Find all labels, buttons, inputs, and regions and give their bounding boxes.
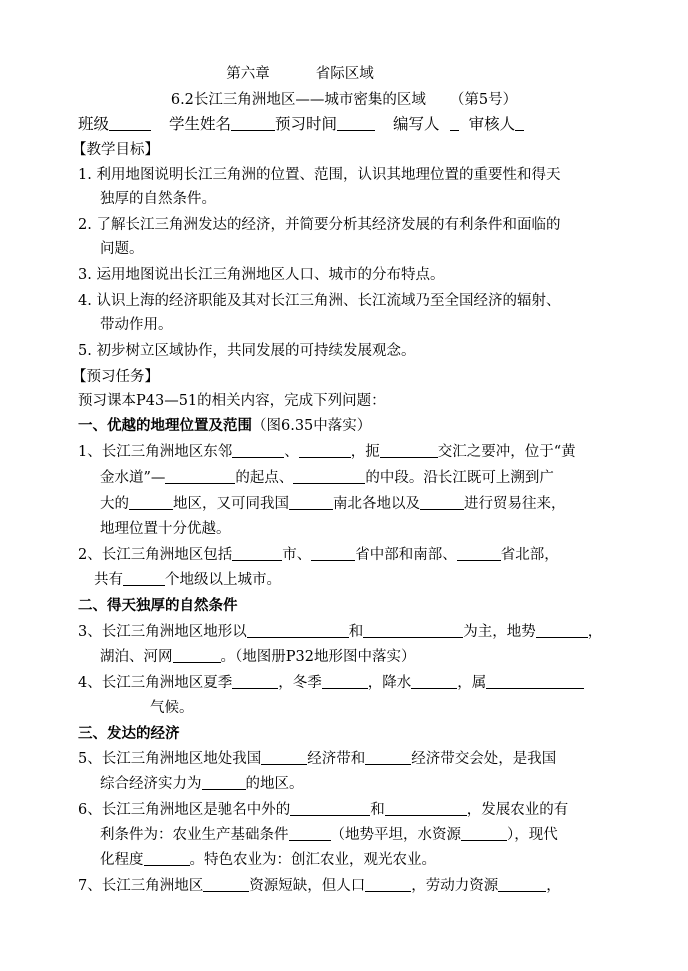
q1-text: 的起点、: [235, 470, 294, 486]
question-6-line-2: [100, 825, 558, 845]
objective-item: 1. 利用地图说明长江三角洲的位置、范围，认识其地理位置的重要性和得天: [78, 167, 561, 183]
q4-text: ，降水: [367, 675, 412, 691]
q2-text: 市、: [282, 547, 312, 563]
section-1-title: [78, 416, 371, 436]
q6-text: 利条件为：农业生产基础条件: [100, 827, 289, 843]
objective-item: 带动作用。: [100, 317, 173, 333]
q3-blank-3[interactable]: [536, 622, 588, 638]
tasks-intro: 预习课本P43—51的相关内容，完成下列问题：: [78, 393, 386, 409]
q1-text: 交汇之要冲，位于“黄: [437, 444, 576, 460]
question-4-line-1: [78, 673, 584, 693]
q6-text: 和: [370, 802, 385, 818]
lesson-subtitle: 6.2长江三角洲地区——城市密集的区域: [170, 92, 426, 108]
objective-item: 问题。: [100, 241, 144, 257]
question-6-line-1: [78, 800, 568, 820]
q5-blank-3[interactable]: [202, 774, 246, 790]
writer-label: 编写人: [393, 115, 440, 133]
question-2-line-2: [94, 570, 281, 590]
question-3-line-1: [78, 622, 602, 642]
region-label: 省际区域: [315, 66, 374, 82]
preview-time-field[interactable]: [337, 115, 375, 131]
q5-text: 5、长江三角洲地区地处我国: [78, 751, 262, 767]
q6-blank-5[interactable]: [144, 850, 190, 866]
q7-blank-3[interactable]: [498, 876, 546, 892]
section-2-title: 二、得天独厚的自然条件: [78, 597, 238, 614]
q1-blank-3[interactable]: [380, 442, 438, 458]
question-1-line-2: [100, 468, 554, 488]
q1-text: 进行贸易往来，: [464, 496, 566, 512]
preview-time-label: 预习时间: [275, 115, 338, 133]
question-1-line-3: [100, 494, 566, 514]
q2-text: 共有: [94, 572, 123, 588]
q6-text: （地势平坦，水资源: [330, 827, 461, 843]
q5-text: 综合经济实力为: [100, 776, 202, 792]
q3-text: 3、长江三角洲地区地形以: [78, 624, 247, 640]
q1-text: 1、长江三角洲地区东邻: [78, 444, 233, 460]
q6-text: 。特色农业为：创汇农业，观光农业。: [189, 852, 436, 868]
question-4-line-2: 气候。: [150, 700, 194, 716]
q1-text: 、: [284, 444, 299, 460]
q2-blank-3[interactable]: [457, 545, 501, 561]
q6-text: ），现代: [507, 827, 558, 843]
q2-text: 2、长江三角洲地区包括: [78, 547, 233, 563]
q3-text: 。（地图册P32地形图中落实）: [220, 649, 416, 665]
q6-blank-1[interactable]: [290, 800, 370, 816]
question-6-line-3: [100, 850, 436, 870]
objective-item: 2. 了解长江三角洲发达的经济，并简要分析其经济发展的有利条件和面临的: [78, 217, 561, 233]
q6-text: ，发展农业的有: [466, 802, 569, 818]
section-1-note: （图6.35中落实）: [252, 418, 372, 434]
q3-blank-2[interactable]: [363, 622, 463, 638]
q7-text: 资源短缺，但人口: [249, 878, 366, 894]
q1-text: 的中段。沿长江既可上溯到广: [365, 470, 554, 486]
class-label: 班级: [78, 115, 110, 133]
q6-text: 化程度: [100, 852, 144, 868]
q1-blank-6[interactable]: [129, 494, 173, 510]
reviewer-field[interactable]: [515, 115, 524, 131]
q1-blank-4[interactable]: [165, 468, 235, 484]
q1-blank-5[interactable]: [293, 468, 365, 484]
question-1-line-1: [78, 442, 576, 462]
question-2-line-1: [78, 545, 559, 565]
objectives-heading: 【教学目标】: [72, 142, 159, 158]
question-3-line-2: [100, 647, 415, 667]
q2-text: 省北部，: [500, 547, 559, 563]
lesson-number: （第5号）: [449, 92, 518, 108]
q5-blank-1[interactable]: [261, 749, 307, 765]
objective-item: 5. 初步树立区域协作，共同发展的可持续发展观念。: [78, 343, 416, 359]
q4-blank-2[interactable]: [322, 673, 368, 689]
q5-text: 经济带交会处，是我国: [411, 751, 557, 767]
q3-blank-1[interactable]: [247, 622, 349, 638]
chapter-title: [0, 62, 600, 83]
question-7-line-1: [78, 876, 561, 896]
q1-text: 大的: [100, 496, 129, 512]
q4-text: ，属: [457, 675, 487, 691]
section-1-heading: 一、优越的地理位置及范围: [78, 417, 252, 434]
q5-text: 的地区。: [245, 776, 304, 792]
q1-text: 金水道”—: [100, 470, 166, 486]
student-name-label: 学生姓名: [169, 115, 232, 133]
q1-blank-2[interactable]: [299, 442, 351, 458]
q5-blank-2[interactable]: [365, 749, 411, 765]
q1-text: 地区，又可同我国: [173, 496, 289, 512]
objective-item: 3. 运用地图说出长江三角洲地区人口、城市的分布特点。: [78, 267, 445, 283]
question-1-line-4: 地理位置十分优越。: [100, 521, 231, 537]
writer-field[interactable]: [450, 115, 459, 131]
q4-blank-4[interactable]: [486, 673, 584, 689]
reviewer-label: 审核人: [468, 115, 516, 133]
q2-text: 个地级以上城市。: [165, 572, 281, 588]
q4-text: ，冬季: [278, 675, 322, 691]
chapter-label: 第六章: [226, 66, 270, 82]
q2-text: 省中部和南部、: [355, 547, 457, 563]
q6-blank-4[interactable]: [461, 825, 507, 841]
q3-blank-4[interactable]: [173, 647, 221, 663]
q1-blank-7[interactable]: [289, 494, 333, 510]
q3-text: ，: [587, 624, 603, 640]
q3-text: 为主，地势: [463, 624, 536, 640]
q2-blank-1[interactable]: [232, 545, 282, 561]
q2-blank-4[interactable]: [123, 570, 165, 586]
q7-blank-2[interactable]: [365, 876, 411, 892]
question-5-line-1: [78, 749, 556, 769]
tasks-heading: 【预习任务】: [72, 369, 159, 385]
student-name-field[interactable]: [231, 115, 275, 131]
q3-text: 和: [348, 624, 364, 640]
section-3-title: 三、发达的经济: [78, 725, 180, 742]
q5-text: 经济带和: [307, 751, 366, 767]
q6-text: 6、长江三角洲地区是驰名中外的: [78, 802, 291, 818]
q1-text: ，扼: [350, 444, 380, 460]
student-info-line: [78, 114, 524, 134]
q7-blank-1[interactable]: [203, 876, 249, 892]
q7-text: ，: [546, 878, 561, 894]
objective-item: 独厚的自然条件。: [100, 191, 216, 207]
q7-text: 7、长江三角洲地区: [78, 878, 204, 894]
q1-text: 南北各地以及: [333, 496, 420, 512]
lesson-title: [0, 88, 688, 109]
question-5-line-2: [100, 774, 304, 794]
q6-blank-3[interactable]: [289, 825, 331, 841]
q4-blank-3[interactable]: [411, 673, 457, 689]
q4-text: 4、长江三角洲地区夏季: [78, 675, 233, 691]
objective-item: 4. 认识上海的经济职能及其对长江三角洲、长江流域乃至全国经济的辐射、: [78, 293, 561, 309]
q6-blank-2[interactable]: [385, 800, 467, 816]
q3-text: 湖泊、河网: [100, 649, 173, 665]
q7-text: ，劳动力资源: [411, 878, 499, 894]
q4-blank-1[interactable]: [232, 673, 278, 689]
q2-blank-2[interactable]: [311, 545, 355, 561]
class-field[interactable]: [109, 115, 151, 131]
q1-blank-8[interactable]: [420, 494, 464, 510]
q1-blank-1[interactable]: [232, 442, 284, 458]
